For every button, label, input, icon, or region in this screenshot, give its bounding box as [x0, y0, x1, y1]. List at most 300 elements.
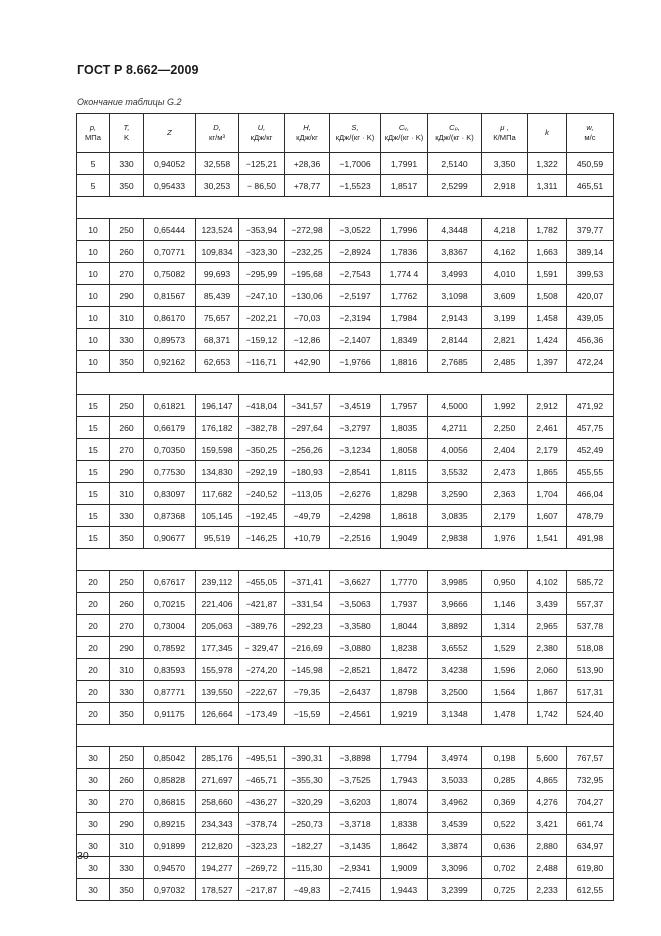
table-cell: 20: [77, 659, 110, 681]
table-cell: 260: [110, 593, 144, 615]
table-cell: 330: [110, 505, 144, 527]
table-cell: 4,0056: [428, 439, 482, 461]
table-cell: −2,6276: [330, 483, 381, 505]
properties-table: [76, 113, 614, 901]
table-cell: 456,36: [567, 329, 614, 351]
table-cell: −202,21: [239, 307, 285, 329]
table-cell: 271,697: [196, 769, 239, 791]
table-cell: 2,7685: [428, 351, 482, 373]
table-row: [77, 329, 614, 351]
table-cell: 2,9838: [428, 527, 482, 549]
column-header: [77, 114, 110, 153]
table-cell: 661,74: [567, 813, 614, 835]
table-cell: 330: [110, 153, 144, 175]
table-cell: 20: [77, 637, 110, 659]
table-cell: 250: [110, 395, 144, 417]
table-cell: 126,664: [196, 703, 239, 725]
table-cell: 1,704: [528, 483, 567, 505]
table-cell: 330: [110, 857, 144, 879]
table-cell: 0,78592: [144, 637, 196, 659]
table-cell: −240,52: [239, 483, 285, 505]
table-cell: 3,8367: [428, 241, 482, 263]
table-cell: 30: [77, 857, 110, 879]
table-cell: 3,0835: [428, 505, 482, 527]
table-cell: 0,91899: [144, 835, 196, 857]
table-cell: 465,51: [567, 175, 614, 197]
table-row: [77, 593, 614, 615]
table-cell: 1,424: [528, 329, 567, 351]
table-cell: 109,834: [196, 241, 239, 263]
table-cell: 1,742: [528, 703, 567, 725]
table-cell: 1,8618: [381, 505, 428, 527]
table-cell: 75,657: [196, 307, 239, 329]
table-cell: 455,55: [567, 461, 614, 483]
table-row: [77, 461, 614, 483]
table-cell: 285,176: [196, 747, 239, 769]
table-cell: −2,2516: [330, 527, 381, 549]
table-cell: 3,4974: [428, 747, 482, 769]
table-cell: 478,79: [567, 505, 614, 527]
table-cell: 0,66179: [144, 417, 196, 439]
table-cell: 177,345: [196, 637, 239, 659]
column-unit: кДж/(кг · K): [384, 133, 424, 142]
table-cell: −295,99: [239, 263, 285, 285]
column-header: [144, 114, 196, 153]
table-cell: 4,218: [482, 219, 528, 241]
table-cell: −353,94: [239, 219, 285, 241]
table-cell: 704,27: [567, 791, 614, 813]
column-symbol: μ ,: [500, 123, 509, 132]
table-cell: 1,8338: [381, 813, 428, 835]
table-cell: 517,31: [567, 681, 614, 703]
table-cell: 310: [110, 659, 144, 681]
table-cell: 0,97032: [144, 879, 196, 901]
table-cell: 1,508: [528, 285, 567, 307]
table-cell: −292,19: [239, 461, 285, 483]
table-cell: 1,976: [482, 527, 528, 549]
table-cell: −159,12: [239, 329, 285, 351]
table-cell: −2,8521: [330, 659, 381, 681]
table-cell: −116,71: [239, 351, 285, 373]
column-symbol: U,: [257, 123, 266, 132]
table-cell: 270: [110, 439, 144, 461]
table-cell: 2,488: [528, 857, 567, 879]
table-cell: 159,598: [196, 439, 239, 461]
table-cell: −2,8541: [330, 461, 381, 483]
table-cell: 0,725: [482, 879, 528, 901]
table-cell: −3,1234: [330, 439, 381, 461]
table-cell: 1,7770: [381, 571, 428, 593]
table-cell: 1,7937: [381, 593, 428, 615]
table-cell: 30: [77, 769, 110, 791]
table-cell: 270: [110, 615, 144, 637]
column-unit: МПа: [84, 133, 101, 142]
table-row: [77, 219, 614, 241]
table-cell: −292,23: [285, 615, 330, 637]
table-cell: 1,7984: [381, 307, 428, 329]
table-cell: 155,978: [196, 659, 239, 681]
table-cell: 471,92: [567, 395, 614, 417]
table-cell: 250: [110, 571, 144, 593]
group-separator-row: [77, 197, 614, 219]
table-cell: 0,85828: [144, 769, 196, 791]
table-cell: 330: [110, 329, 144, 351]
table-cell: 20: [77, 681, 110, 703]
table-cell: 518,08: [567, 637, 614, 659]
table-cell: 634,97: [567, 835, 614, 857]
table-cell: 0,70350: [144, 439, 196, 461]
table-row: [77, 835, 614, 857]
table-row: [77, 857, 614, 879]
table-cell: 1,458: [528, 307, 567, 329]
table-cell: 4,865: [528, 769, 567, 791]
table-cell: 15: [77, 439, 110, 461]
table-cell: 99,693: [196, 263, 239, 285]
table-cell: 310: [110, 835, 144, 857]
table-cell: 1,397: [528, 351, 567, 373]
table-cell: 3,199: [482, 307, 528, 329]
table-cell: 0,950: [482, 571, 528, 593]
table-cell: −269,72: [239, 857, 285, 879]
column-unit: кДж/кг: [296, 133, 318, 142]
table-cell: 557,37: [567, 593, 614, 615]
table-cell: 3,4539: [428, 813, 482, 835]
table-cell: 1,7794: [381, 747, 428, 769]
table-cell: −12,86: [285, 329, 330, 351]
table-cell: 123,524: [196, 219, 239, 241]
table-cell: 1,596: [482, 659, 528, 681]
table-cell: 3,1098: [428, 285, 482, 307]
table-cell: −3,6203: [330, 791, 381, 813]
table-cell: 270: [110, 791, 144, 813]
table-cell: −2,5197: [330, 285, 381, 307]
column-header: [110, 114, 144, 153]
table-cell: 3,4993: [428, 263, 482, 285]
table-cell: 0,369: [482, 791, 528, 813]
table-cell: −1,9766: [330, 351, 381, 373]
table-cell: 0,95433: [144, 175, 196, 197]
table-cell: 350: [110, 351, 144, 373]
column-header: [196, 114, 239, 153]
table-cell: 0,87368: [144, 505, 196, 527]
table-cell: 0,90677: [144, 527, 196, 549]
table-cell: 30: [77, 791, 110, 813]
table-cell: 3,350: [482, 153, 528, 175]
table-cell: 10: [77, 219, 110, 241]
table-cell: 85,439: [196, 285, 239, 307]
table-cell: 0,70215: [144, 593, 196, 615]
table-row: [77, 527, 614, 549]
column-symbol: w,: [586, 123, 594, 132]
column-symbol: k: [545, 128, 549, 137]
table-cell: 15: [77, 395, 110, 417]
table-cell: 2,5140: [428, 153, 482, 175]
table-cell: 1,8816: [381, 351, 428, 373]
table-row: [77, 395, 614, 417]
table-cell: 2,233: [528, 879, 567, 901]
table-cell: −378,74: [239, 813, 285, 835]
table-cell: 105,145: [196, 505, 239, 527]
table-cell: −256,26: [285, 439, 330, 461]
separator-cell: [77, 549, 614, 571]
table-cell: 290: [110, 813, 144, 835]
table-cell: −2,8924: [330, 241, 381, 263]
table-cell: 5: [77, 153, 110, 175]
table-cell: −355,30: [285, 769, 330, 791]
table-cell: 619,80: [567, 857, 614, 879]
table-cell: 0,198: [482, 747, 528, 769]
table-cell: 290: [110, 637, 144, 659]
table-cell: −146,25: [239, 527, 285, 549]
table-row: [77, 703, 614, 725]
table-cell: 0,285: [482, 769, 528, 791]
table-cell: 1,9049: [381, 527, 428, 549]
table-cell: 1,8642: [381, 835, 428, 857]
table-cell: 537,78: [567, 615, 614, 637]
table-cell: 3,8892: [428, 615, 482, 637]
table-cell: 221,406: [196, 593, 239, 615]
separator-cell: [77, 197, 614, 219]
table-cell: −3,3718: [330, 813, 381, 835]
table-cell: 1,8074: [381, 791, 428, 813]
table-cell: +78,77: [285, 175, 330, 197]
table-caption: Окончание таблицы G.2: [77, 97, 182, 107]
table-cell: −3,2797: [330, 417, 381, 439]
column-unit: K: [123, 133, 130, 142]
table-row: [77, 813, 614, 835]
table-cell: 290: [110, 461, 144, 483]
table-cell: 491,98: [567, 527, 614, 549]
table-cell: −2,4298: [330, 505, 381, 527]
table-cell: 4,276: [528, 791, 567, 813]
table-row: [77, 175, 614, 197]
table-row: [77, 615, 614, 637]
table-cell: 1,564: [482, 681, 528, 703]
table-cell: 176,182: [196, 417, 239, 439]
table-cell: 0,81567: [144, 285, 196, 307]
column-header: [381, 114, 428, 153]
table-cell: 2,485: [482, 351, 528, 373]
column-symbol: Cᵥ,: [398, 123, 410, 132]
column-unit: кДж/(кг · K): [335, 133, 375, 142]
table-cell: −192,45: [239, 505, 285, 527]
table-cell: 20: [77, 593, 110, 615]
table-cell: 196,147: [196, 395, 239, 417]
column-symbol: H,: [303, 123, 311, 132]
table-cell: −495,51: [239, 747, 285, 769]
table-cell: 0,87771: [144, 681, 196, 703]
table-cell: 1,8115: [381, 461, 428, 483]
table-cell: 1,8798: [381, 681, 428, 703]
table-row: [77, 307, 614, 329]
table-cell: 2,965: [528, 615, 567, 637]
table-cell: 1,8472: [381, 659, 428, 681]
table-cell: 0,70771: [144, 241, 196, 263]
table-cell: −331,54: [285, 593, 330, 615]
table-row: [77, 747, 614, 769]
table-cell: −1,5523: [330, 175, 381, 197]
table-cell: 20: [77, 703, 110, 725]
table-cell: 30: [77, 879, 110, 901]
column-header: [330, 114, 381, 153]
table-cell: −465,71: [239, 769, 285, 791]
table-cell: 4,102: [528, 571, 567, 593]
table-cell: 4,3448: [428, 219, 482, 241]
table-cell: 5,600: [528, 747, 567, 769]
column-header: [239, 114, 285, 153]
table-cell: 1,663: [528, 241, 567, 263]
table-cell: 15: [77, 483, 110, 505]
table-cell: 330: [110, 681, 144, 703]
table-cell: 4,010: [482, 263, 528, 285]
table-cell: 3,6552: [428, 637, 482, 659]
table-cell: 310: [110, 483, 144, 505]
table-cell: 3,3874: [428, 835, 482, 857]
table-cell: −250,73: [285, 813, 330, 835]
table-cell: 612,55: [567, 879, 614, 901]
table-cell: −421,87: [239, 593, 285, 615]
table-cell: 0,61821: [144, 395, 196, 417]
table-cell: 15: [77, 527, 110, 549]
column-unit: кДж/кг: [250, 133, 273, 142]
table-header: [77, 114, 614, 153]
table-cell: 194,277: [196, 857, 239, 879]
group-separator-row: [77, 373, 614, 395]
table-cell: −3,5063: [330, 593, 381, 615]
table-cell: −418,04: [239, 395, 285, 417]
table-cell: 1,314: [482, 615, 528, 637]
table-cell: 310: [110, 307, 144, 329]
table-cell: 0,67617: [144, 571, 196, 593]
table-row: [77, 769, 614, 791]
separator-cell: [77, 725, 614, 747]
table-cell: 1,8035: [381, 417, 428, 439]
column-symbol: D,: [213, 123, 221, 132]
table-cell: − 329,47: [239, 637, 285, 659]
table-cell: 3,9985: [428, 571, 482, 593]
table-cell: 178,527: [196, 879, 239, 901]
group-separator-row: [77, 725, 614, 747]
table-cell: 0,77530: [144, 461, 196, 483]
table-cell: 2,912: [528, 395, 567, 417]
table-cell: −49,79: [285, 505, 330, 527]
table-cell: 15: [77, 417, 110, 439]
table-cell: −180,93: [285, 461, 330, 483]
table-cell: −272,98: [285, 219, 330, 241]
table-cell: 0,89573: [144, 329, 196, 351]
table-cell: 1,8044: [381, 615, 428, 637]
table-cell: 0,75082: [144, 263, 196, 285]
table-cell: 399,53: [567, 263, 614, 285]
table-row: [77, 153, 614, 175]
column-header: [482, 114, 528, 153]
table-row: [77, 879, 614, 901]
table-cell: 350: [110, 703, 144, 725]
table-cell: −455,05: [239, 571, 285, 593]
table-cell: 20: [77, 615, 110, 637]
table-cell: 0,89215: [144, 813, 196, 835]
table-cell: −216,69: [285, 637, 330, 659]
table-cell: −382,78: [239, 417, 285, 439]
table-row: [77, 791, 614, 813]
column-unit: кДж/(кг · K): [435, 133, 474, 142]
table-cell: −371,41: [285, 571, 330, 593]
table-cell: −247,10: [239, 285, 285, 307]
table-cell: −3,4519: [330, 395, 381, 417]
table-cell: −232,25: [285, 241, 330, 263]
table-cell: −350,25: [239, 439, 285, 461]
table-cell: −2,9341: [330, 857, 381, 879]
table-cell: 350: [110, 879, 144, 901]
table-cell: 3,5532: [428, 461, 482, 483]
table-cell: 1,529: [482, 637, 528, 659]
group-separator-row: [77, 549, 614, 571]
table-cell: 767,57: [567, 747, 614, 769]
table-cell: 1,7991: [381, 153, 428, 175]
table-cell: 205,063: [196, 615, 239, 637]
table-cell: 1,8298: [381, 483, 428, 505]
table-cell: −3,3580: [330, 615, 381, 637]
table-row: [77, 659, 614, 681]
table-cell: 0,522: [482, 813, 528, 835]
table-cell: −1,7006: [330, 153, 381, 175]
table-cell: −182,27: [285, 835, 330, 857]
table-cell: 0,91175: [144, 703, 196, 725]
table-cell: 1,8238: [381, 637, 428, 659]
table-cell: 1,478: [482, 703, 528, 725]
table-cell: 2,880: [528, 835, 567, 857]
table-cell: 68,371: [196, 329, 239, 351]
table-cell: −2,4561: [330, 703, 381, 725]
table-cell: 0,83593: [144, 659, 196, 681]
column-header: [285, 114, 330, 153]
document-title: ГОСТ Р 8.662—2009: [77, 63, 199, 77]
table-cell: −297,64: [285, 417, 330, 439]
column-symbol: p,: [89, 123, 97, 132]
table-cell: −274,20: [239, 659, 285, 681]
table-cell: 420,07: [567, 285, 614, 307]
table-cell: 3,2399: [428, 879, 482, 901]
table-cell: 30: [77, 747, 110, 769]
table-cell: 2,8144: [428, 329, 482, 351]
table-row: [77, 285, 614, 307]
table-cell: 10: [77, 351, 110, 373]
table-cell: 450,59: [567, 153, 614, 175]
table-cell: 4,5000: [428, 395, 482, 417]
table-cell: +10,79: [285, 527, 330, 549]
table-cell: 260: [110, 417, 144, 439]
table-cell: 239,112: [196, 571, 239, 593]
table-cell: 10: [77, 241, 110, 263]
column-symbol: T,: [123, 123, 130, 132]
table-cell: −70,03: [285, 307, 330, 329]
table-cell: 250: [110, 747, 144, 769]
table-cell: 0,83097: [144, 483, 196, 505]
table-cell: +42,90: [285, 351, 330, 373]
table-cell: 350: [110, 527, 144, 549]
table-cell: 250: [110, 219, 144, 241]
table-cell: 350: [110, 175, 144, 197]
table-cell: 10: [77, 329, 110, 351]
table-cell: 1,9443: [381, 879, 428, 901]
column-unit: м/с: [584, 133, 596, 142]
table-cell: 95,519: [196, 527, 239, 549]
table-cell: −320,29: [285, 791, 330, 813]
table-cell: 1,7943: [381, 769, 428, 791]
table-cell: 234,343: [196, 813, 239, 835]
table-row: [77, 681, 614, 703]
table-cell: 439,05: [567, 307, 614, 329]
